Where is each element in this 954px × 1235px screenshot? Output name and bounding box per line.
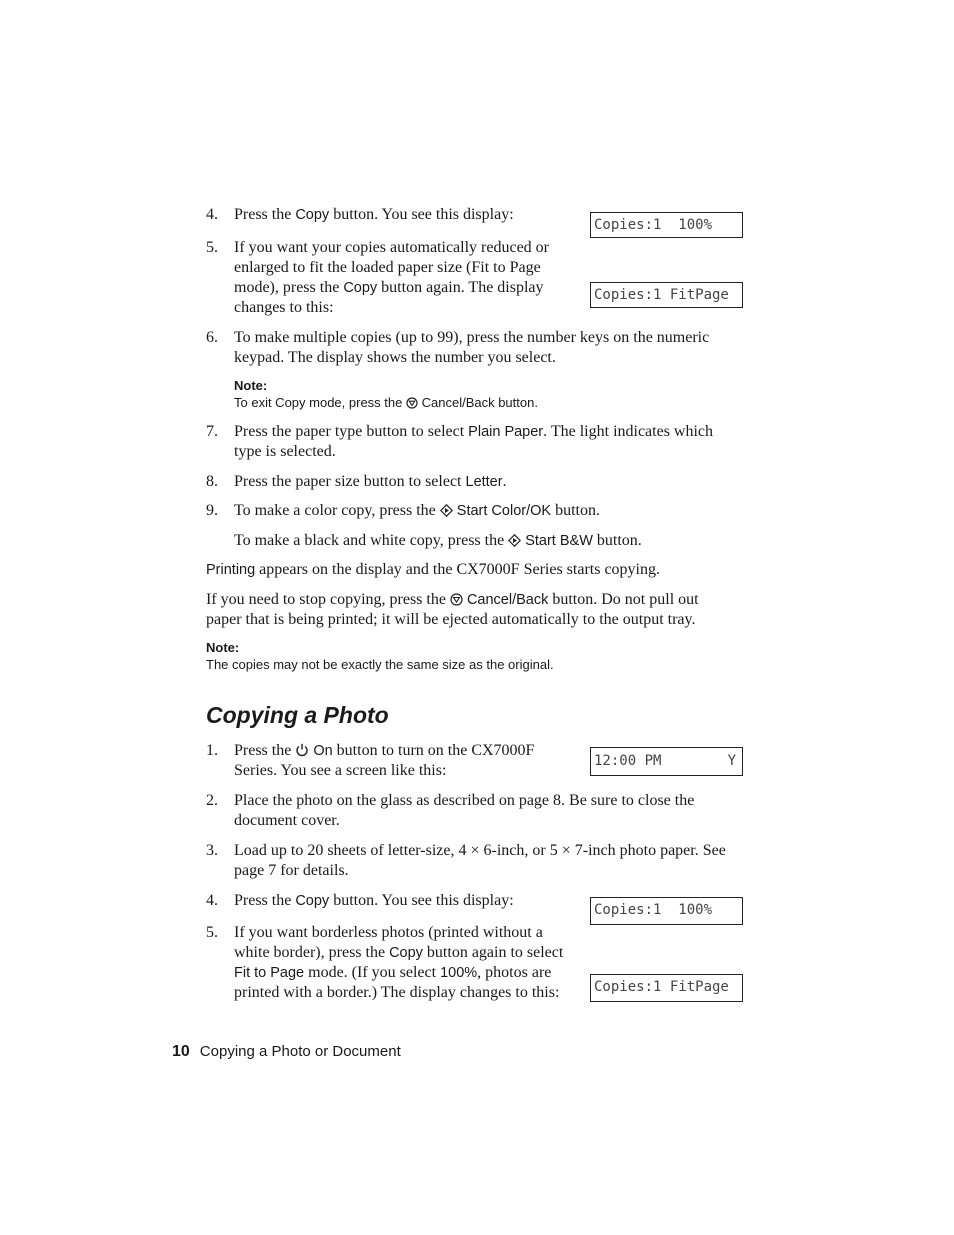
step-text: Press the Copy button. You see this display: — [234, 206, 514, 223]
cancel-icon — [450, 593, 463, 606]
letter-keyword: Letter — [465, 474, 503, 490]
step-number: 6. — [206, 329, 218, 346]
step-text: Load up to 20 sheets of letter-size, 4 × 6-inch, or 5 × 7-inch photo paper. See page 7 for details. — [234, 842, 726, 879]
plain-paper-keyword: Plain Paper — [468, 424, 544, 440]
paragraph-printing: Printing appears on the display and the CX7000F Series starts copying. — [206, 561, 660, 578]
copy-keyword: Copy — [343, 280, 378, 296]
step-text: Press the Copy button. You see this display: — [234, 892, 514, 909]
step-text: If you want borderless photos (printed without a white border), press the Copy button again to select Fit to Page mode. (If you select 100%, photos are printed with a border.) The display changes to this: — [234, 924, 564, 1001]
lcd-display-clock: 12:00 PM Y — [590, 747, 743, 776]
step-text: Press the On button to turn on the CX7000F Series. You see a screen like this: — [234, 742, 535, 779]
cancel-icon — [406, 397, 418, 409]
lcd-display-copies-fitpage: Copies:1 FitPage — [590, 282, 743, 308]
step-text: Place the photo on the glass as described on page 8. Be sure to close the document cover. — [234, 792, 695, 829]
paragraph-stop-copying: If you need to stop copying, press the Cancel/Back button. Do not pull out paper that is being printed; it will be ejected automatically to the output tray. — [206, 591, 699, 628]
start-icon — [440, 504, 453, 517]
step-text: To make a color copy, press the Start Color/OK button. — [234, 502, 600, 519]
lcd-display-copies-fitpage: Copies:1 FitPage — [590, 974, 743, 1002]
start-bw-keyword: Start B&W — [525, 533, 593, 549]
note-text: The copies may not be exactly the same size as the original. — [206, 657, 554, 672]
note-text: To exit Copy mode, press the Cancel/Back button. — [234, 395, 538, 410]
step-number: 4. — [206, 206, 218, 223]
step-text: To make a black and white copy, press the Start B&W button. — [234, 532, 642, 549]
start-color-ok-keyword: Start Color/OK — [456, 503, 552, 519]
chapter-title: Copying a Photo or Document — [199, 1043, 401, 1060]
step-number: 7. — [206, 423, 218, 440]
start-icon — [508, 534, 521, 547]
copy-keyword: Copy — [295, 207, 330, 223]
step-text: If you want your copies automatically reduced or enlarged to fit the loaded paper size (Fit to Page mode), press the Copy button again. The display changes to this: — [234, 239, 549, 316]
section-heading: Copying a Photo — [206, 702, 389, 728]
100-percent-keyword: 100% — [440, 965, 478, 981]
step-text: To make multiple copies (up to 99), press the number keys on the numeric keypad. The display shows the number you select. — [234, 329, 710, 366]
step-number: 5. — [206, 239, 218, 256]
page-number: 10 — [172, 1043, 190, 1060]
lcd-display-copies-100: Copies:1 100% — [590, 212, 743, 238]
note-label: Note: — [234, 378, 268, 393]
on-keyword: On — [313, 743, 333, 759]
step-number: 9. — [206, 502, 218, 519]
step-text: Press the paper size button to select Letter. — [234, 473, 507, 490]
lcd-display-copies-100: Copies:1 100% — [590, 897, 743, 925]
step-number: 4. — [206, 892, 218, 909]
step-number: 2. — [206, 792, 218, 809]
printing-keyword: Printing — [206, 562, 256, 578]
step-number: 1. — [206, 742, 218, 759]
step-text: Press the paper type button to select Plain Paper. The light indicates which type is selected. — [234, 423, 714, 460]
note-label: Note: — [206, 640, 240, 655]
fit-to-page-keyword: Fit to Page — [234, 965, 305, 981]
step-number: 5. — [206, 924, 218, 941]
cancel-back-keyword: Cancel/Back — [466, 592, 549, 608]
power-icon — [295, 743, 309, 757]
step-number: 3. — [206, 842, 218, 859]
copy-keyword: Copy — [389, 945, 423, 961]
step-number: 8. — [206, 473, 218, 490]
page-footer — [172, 1043, 401, 1061]
copy-keyword: Copy — [295, 893, 330, 909]
